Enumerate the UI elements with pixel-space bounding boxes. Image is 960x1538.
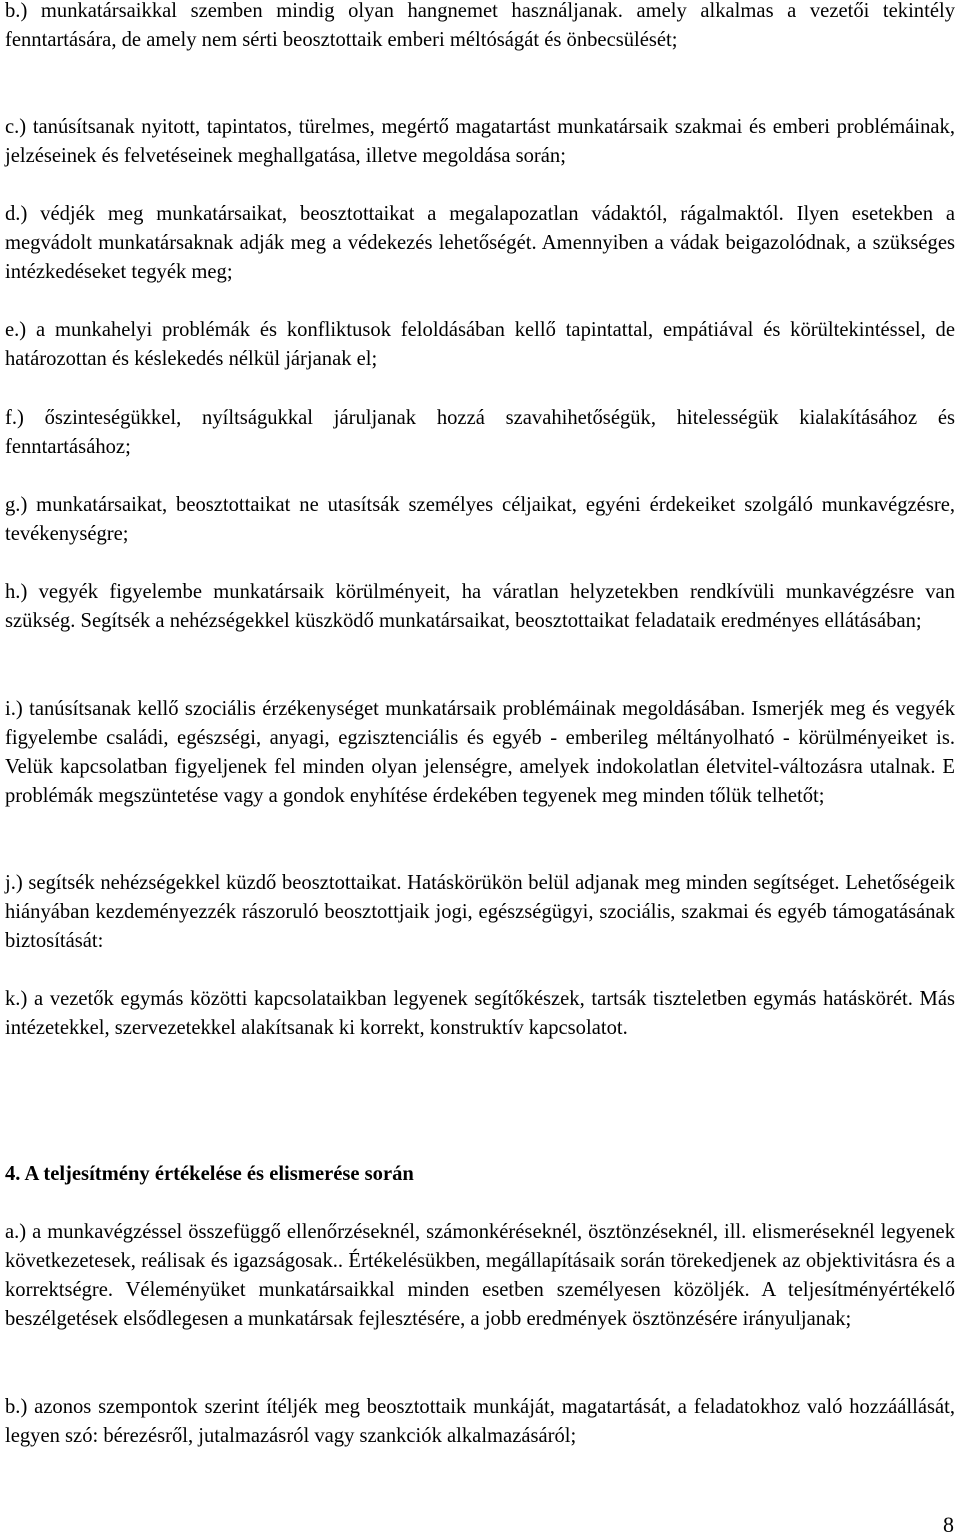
paragraph-d: d.) védjék meg munkatársaikat, beosztottaikat a megalapozatlan vádaktól, rágalmaktól. Ilyen esetekben a megvádolt munkatársaknak adják meg a védekezés lehetőségét. Amennyiben a vádak beigazolódnak, a szükséges intézkedéseket tegyék meg; <box>5 203 955 283</box>
section-heading: 4. A teljesítmény értékelése és elismerése során <box>5 1163 414 1185</box>
paragraph-b: b.) munkatársaikkal szemben mindig olyan hangnemet használjanak. amely alkalmas a vezetői tekintély fenntartására, de amely nem sérti beosztottaik emberi méltóságát és önbecsülését; <box>5 0 955 51</box>
paragraph-h: h.) vegyék figyelembe munkatársaik körülményeit, ha váratlan helyzetekben rendkívüli munkavégzésre van szükség. Segítsék a nehézségekkel küszködő munkatársaikat, beosztottaikat feladataik eredményes ellátásában; <box>5 581 955 632</box>
paragraph-k: k.) a vezetők egymás közötti kapcsolataikban legyenek segítőkészek, tartsák tiszteletben egymás hatáskörét. Más intézetekkel, szervezetekkel alakítsanak ki korrekt, konstruktív kapcsolatot. <box>5 988 955 1039</box>
page-number: 8 <box>943 1512 954 1537</box>
paragraph-4a: a.) a munkavégzéssel összefüggő ellenőrzéseknél, számonkéréseknél, ösztönzéseknél, ill. elismeréseknél legyenek következetesek, reálisak és igazságosak.. Értékelésükben, megállapításaik során törekedjenek az objektivitásra és a korrektségre. Véleményüket munkatársaikkal minden esetben személyesen közöljék. A teljesítményértékelő beszélgetések elsődlegesen a munkatársak fejlesztésére, a jobb eredmények ösztönzésére irányuljanak; <box>5 1221 955 1330</box>
paragraph-f: f.) őszinteségükkel, nyíltságukkal járuljanak hozzá szavahihetőségük, hitelességük kialakításához és fenntartásához; <box>5 407 955 458</box>
paragraph-i: i.) tanúsítsanak kellő szociális érzékenységet munkatársaik problémáinak megoldásában. Ismerjék meg és vegyék figyelembe családi, egészségi, anyagi, egzisztenciális és egyéb - emberileg méltányolható - körülményeiket is. Velük kapcsolatban figyeljenek fel minden olyan jelenségre, amelyek indokolatlan életvitel-változásra utalnak. E problémák megszüntetése vagy a gondok enyhítése érdekében tegyenek meg minden tőlük telhetőt; <box>5 698 955 807</box>
paragraph-c: c.) tanúsítsanak nyitott, tapintatos, türelmes, megértő magatartást munkatársaik szakmai és emberi problémáinak, jelzéseinek és felvetéseinek meghallgatása, illetve megoldása során; <box>5 116 955 167</box>
paragraph-j: j.) segítsék nehézségekkel küzdő beosztottaikat. Hatáskörükön belül adjanak meg minden segítséget. Lehetőségeik hiányában kezdeményezzék rászoruló beosztottjaik jogi, egészségügyi, szociális, szakmai és egyéb támogatásának biztosítását: <box>5 872 955 952</box>
paragraph-g: g.) munkatársaikat, beosztottaikat ne utasítsák személyes céljaikat, egyéni érdekeiket szolgáló munkavégzésre, tevékenységre; <box>5 494 955 545</box>
paragraph-4b: b.) azonos szempontok szerint ítéljék meg beosztottaik munkáját, magatartását, a feladatokhoz való hozzáállását, legyen szó: bérezésről, jutalmazásról vagy szankciók alkalmazásáról; <box>5 1396 955 1447</box>
paragraph-e: e.) a munkahelyi problémák és konfliktusok feloldásában kellő tapintattal, empátiával és körültekintéssel, de határozottan és késlekedés nélkül járjanak el; <box>5 319 955 370</box>
